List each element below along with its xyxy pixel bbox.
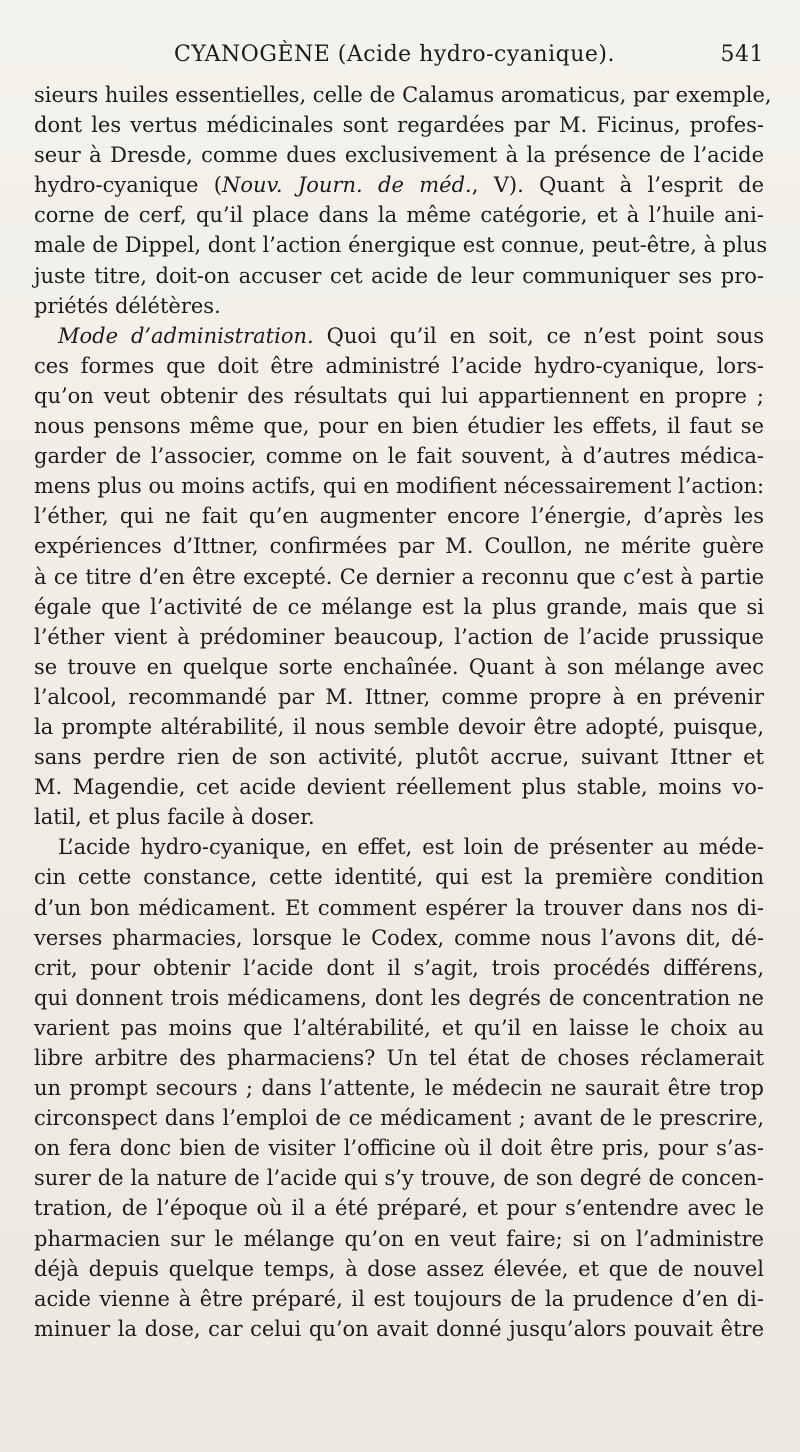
text-line: d’un bon médicament. Et comment espérer la trouver dans nos di- xyxy=(34,895,764,920)
text-line: corne de cerf, qu’il place dans la même catégorie, et à l’huile ani- xyxy=(34,203,764,228)
text-line: dont les vertus médicinales sont regardées par M. Ficinus, profes- xyxy=(34,113,764,138)
text-line: on fera donc bien de visiter l’officine où il doit être pris, pour s’as- xyxy=(34,1136,764,1161)
text-line: L’acide hydro-cyanique, en effet, est loin de présenter au méde- xyxy=(58,835,764,860)
text-line: libre arbitre des pharmaciens? Un tel état de choses réclamerait xyxy=(34,1046,764,1070)
text-line: hydro-cyanique (Nouv. Journ. de méd., V). Quant à l’esprit de xyxy=(34,173,764,198)
text-line: expériences d’Ittner, confirmées par M. Coullon, ne mérite guère xyxy=(34,534,764,559)
text-line: qui donnent trois médicamens, dont les degrés de concentration ne xyxy=(34,985,764,1010)
text-line: mens plus ou moins actifs, qui en modifient nécessairement l’action: xyxy=(34,474,765,499)
text-line: sans perdre rien de son activité, plutôt accrue, suivant Ittner et xyxy=(34,745,764,770)
text-line: la prompte altérabilité, il nous semble devoir être adopté, puisque, xyxy=(34,714,764,739)
text-line: verses pharmacies, lorsque le Codex, comme nous l’avons dit, dé- xyxy=(34,925,764,950)
text-line: qu’on veut obtenir des résultats qui lui appartiennent en propre ; xyxy=(34,383,764,408)
text-line: surer de la nature de l’acide qui s’y trouve, de son degré de concen- xyxy=(34,1166,764,1191)
text-line: crit, pour obtenir l’acide dont il s’agit, trois procédés différens, xyxy=(34,955,764,980)
text-line: l’éther, qui ne fait qu’en augmenter encore l’énergie, d’après les xyxy=(34,504,764,529)
text-line: varient pas moins que l’altérabilité, et qu’il en laisse le choix au xyxy=(34,1015,764,1040)
text-line: male de Dippel, dont l’action énergique est connue, peut-être, à plus xyxy=(34,233,768,258)
text-line: sieurs huiles essentielles, celle de Calamus aromaticus, par exemple, xyxy=(34,83,772,107)
text-line: se trouve en quelque sorte enchaînée. Quant à son mélange avec xyxy=(34,654,764,679)
text-line: seur à Dresde, comme dues exclusivement à la présence de l’acide xyxy=(34,143,764,168)
text-line: nous pensons même que, pour en bien étudier les effets, il faut se xyxy=(34,414,764,439)
text-line: acide vienne à être préparé, il est toujours de la prudence d’en di- xyxy=(34,1286,764,1311)
text-line: un prompt secours ; dans l’attente, le médecin ne saurait être trop xyxy=(34,1076,764,1101)
text-line: égale que l’activité de ce mélange est la plus grande, mais que si xyxy=(34,594,764,619)
body-text xyxy=(34,80,772,1344)
running-head xyxy=(34,42,764,80)
text-line: tration, de l’époque où il a été préparé, et pour s’entendre avec le xyxy=(34,1196,764,1221)
text-line: l’alcool, recommandé par M. Ittner, comme propre à en prévenir xyxy=(34,684,764,709)
text-line: M. Magendie, cet acide devient réellement plus stable, moins vo- xyxy=(34,775,764,800)
text-line: déjà depuis quelque temps, à dose assez élevée, et que de nouvel xyxy=(34,1256,764,1281)
text-line: ces formes que doit être administré l’acide hydro-cyanique, lors- xyxy=(34,353,764,378)
text-line: garder de l’associer, comme on le fait souvent, à d’autres médica- xyxy=(34,444,764,469)
text-line: minuer la dose, car celui qu’on avait donné jusqu’alors pouvait être xyxy=(34,1316,764,1341)
running-title: CYANOGÈNE (Acide hydro-cyanique). xyxy=(174,42,615,67)
text-line: juste titre, doit-on accuser cet acide de leur communiquer ses pro- xyxy=(34,263,764,288)
text-line: priétés délétères. xyxy=(34,293,221,318)
text-line: cin cette constance, cette identité, qui est la première condition xyxy=(34,865,764,890)
text-line: Mode d’administration. Quoi qu’il en soit, ce n’est point sous xyxy=(58,323,764,348)
page-number: 541 xyxy=(720,42,764,67)
text-line: à ce titre d’en être excepté. Ce dernier a reconnu que c’est à partie xyxy=(34,564,764,589)
text-line: latil, et plus facile à doser. xyxy=(34,805,315,830)
text-line: circonspect dans l’emploi de ce médicament ; avant de le prescrire, xyxy=(34,1106,764,1131)
text-line: l’éther vient à prédominer beaucoup, l’action de l’acide prussique xyxy=(34,624,764,649)
text-line: pharmacien sur le mélange qu’on en veut faire; si on l’administre xyxy=(34,1226,764,1251)
